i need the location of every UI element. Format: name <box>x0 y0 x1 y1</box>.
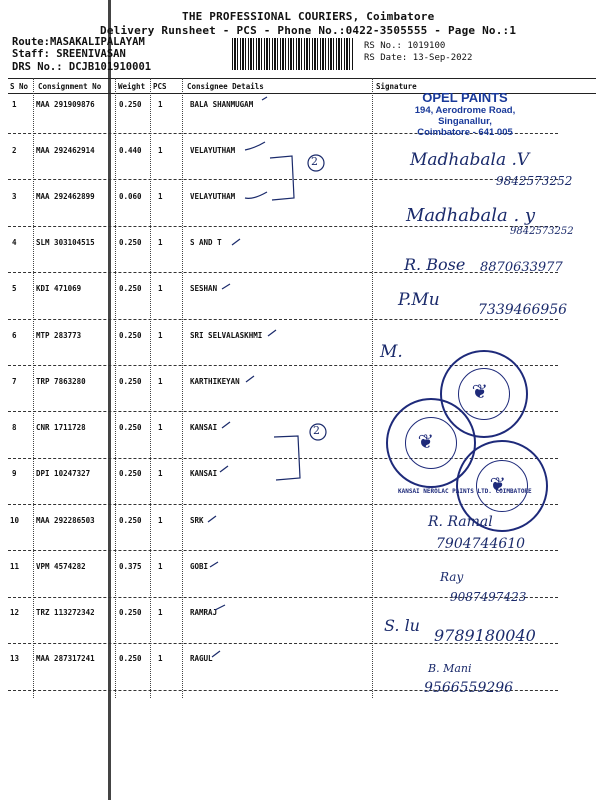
row-weight: 0.440 <box>119 146 142 155</box>
bracket-mark <box>274 436 300 480</box>
opel-addr2: Singanallur, <box>438 116 492 127</box>
staff-value: SREENIVASAN <box>56 48 126 60</box>
row-consignment: CNR 1711728 <box>36 423 86 432</box>
tick-mark <box>222 422 230 428</box>
row-weight: 0.250 <box>119 331 142 340</box>
row-sno: 7 <box>12 377 17 386</box>
drs-value: DCJB101910001 <box>68 61 152 73</box>
route-value: MASAKALIPALAYAM <box>49 36 145 48</box>
bracket-mark <box>270 156 294 200</box>
row-weight: 0.250 <box>119 377 142 386</box>
signature: B. Mani <box>428 662 472 675</box>
row-consignment: MAA 291909876 <box>36 100 95 109</box>
signature: Ray <box>440 570 464 584</box>
row-consignment: MAA 292462899 <box>36 192 95 201</box>
row-consignment: TRZ 113272342 <box>36 608 95 617</box>
row-consignee: RAMRAJ <box>190 608 218 617</box>
col-weight: Weight <box>118 82 146 91</box>
tick-mark <box>220 466 228 472</box>
row-sno: 11 <box>10 562 20 571</box>
signature: P.Mu <box>398 290 440 310</box>
row-weight: 0.060 <box>119 192 142 201</box>
col-signature: Signature <box>376 82 417 91</box>
phone-number: 9566559296 <box>424 680 514 696</box>
row-consignee: SESHAN <box>190 284 218 293</box>
row-consignment: MAA 292462914 <box>36 146 95 155</box>
row-consignee: KANSAI <box>190 469 218 478</box>
row-pcs: 1 <box>158 146 163 155</box>
row-pcs: 1 <box>158 423 163 432</box>
row-weight: 0.250 <box>119 423 142 432</box>
opel-addr1: 194, Aerodrome Road, <box>414 105 516 116</box>
row-sno: 5 <box>12 284 17 293</box>
row-consignment: VPM 4574282 <box>36 562 86 571</box>
row-consignee: RAGUL <box>190 654 213 663</box>
rs-date-value: 13-Sep-2022 <box>412 53 473 63</box>
row-consignee: KARTHIKEYAN <box>190 377 240 386</box>
row-consignee: GOBI <box>190 562 209 571</box>
row-pcs: 1 <box>158 192 163 201</box>
phone-number: 9842573252 <box>510 226 574 237</box>
row-consignee: VELAYUTHAM <box>190 146 236 155</box>
opel-addr3: Coimbatore - 641 005 <box>417 127 513 138</box>
row-consignment: KDI 471069 <box>36 284 82 293</box>
row-sno: 13 <box>10 654 20 663</box>
col-pcs: PCS <box>153 82 167 91</box>
row-pcs: 1 <box>158 100 163 109</box>
circle-2-label: 2 <box>313 424 320 437</box>
row-consignee: S AND T <box>190 238 222 247</box>
row-sno: 3 <box>12 192 17 201</box>
col-sno: S No <box>10 82 29 91</box>
phone-number: 9842573252 <box>496 174 573 188</box>
row-pcs: 1 <box>158 469 163 478</box>
row-pcs: 1 <box>158 331 163 340</box>
row-pcs: 1 <box>158 562 163 571</box>
row-pcs: 1 <box>158 654 163 663</box>
rs-no-value: 1019100 <box>407 41 446 51</box>
rs-no-label: RS No.: <box>364 41 402 51</box>
row-weight: 0.375 <box>119 562 142 571</box>
opel-paints-stamp <box>400 90 530 138</box>
runsheet-title: Delivery Runsheet - PCS - Phone No.:0422-3505555 - Page No.:1 <box>100 24 517 37</box>
row-consignee: KANSAI <box>190 423 218 432</box>
route-label: Route: <box>12 36 50 48</box>
row-consignment: DPI 10247327 <box>36 469 91 478</box>
tick-mark <box>210 562 218 567</box>
signature: R. Ramal <box>428 514 493 530</box>
signature: M. <box>380 342 403 362</box>
tick-mark <box>262 97 267 100</box>
row-sno: 12 <box>10 608 20 617</box>
phone-number: 7339466956 <box>478 302 568 318</box>
row-consignment: MAA 292286503 <box>36 516 95 525</box>
tick-mark <box>245 142 265 150</box>
row-pcs: 1 <box>158 516 163 525</box>
tick-mark <box>232 239 240 245</box>
circle-2-label: 2 <box>311 155 318 168</box>
phone-number: 9789180040 <box>434 626 536 645</box>
row-weight: 0.250 <box>119 654 142 663</box>
opel-name: OPEL PAINTS <box>422 90 508 105</box>
tick-mark <box>245 192 267 198</box>
tick-mark <box>222 284 230 289</box>
row-weight: 0.250 <box>119 238 142 247</box>
row-consignee: BALA SHANMUGAM <box>190 100 254 109</box>
row-pcs: 1 <box>158 238 163 247</box>
signature: S. lu <box>384 616 420 635</box>
phone-number: 9087497423 <box>450 590 527 604</box>
staff-label: Staff: <box>12 48 50 60</box>
drs-label: DRS No.: <box>12 61 63 73</box>
row-sno: 6 <box>12 331 17 340</box>
nerolac-logo-icon: ❦ <box>472 376 487 404</box>
tick-mark <box>268 330 276 336</box>
signature: Madhabala . y <box>406 205 536 226</box>
row-sno: 9 <box>12 469 17 478</box>
row-sno: 8 <box>12 423 17 432</box>
row-sno: 1 <box>12 100 17 109</box>
row-pcs: 1 <box>158 377 163 386</box>
company-title: THE PROFESSIONAL COURIERS, Coimbatore <box>182 10 435 23</box>
row-consignee: SRI SELVALASKHMI <box>190 331 263 340</box>
row-weight: 0.250 <box>119 608 142 617</box>
row-consignee: SRK <box>190 516 204 525</box>
phone-number: 7904744610 <box>436 536 526 552</box>
phone-number: 8870633977 <box>480 260 563 275</box>
row-sno: 4 <box>12 238 17 247</box>
row-weight: 0.250 <box>119 284 142 293</box>
rs-date-label: RS Date: <box>364 53 408 63</box>
nerolac-logo-icon: ❦ <box>490 469 505 497</box>
col-consignment: Consignment No <box>38 82 102 91</box>
row-sno: 10 <box>10 516 20 525</box>
signature: Madhabala .V <box>410 150 530 170</box>
row-consignment: TRP 7863280 <box>36 377 86 386</box>
row-pcs: 1 <box>158 284 163 293</box>
row-weight: 0.250 <box>119 516 142 525</box>
col-consignee: Consignee Details <box>187 82 264 91</box>
row-consignment: MTP 283773 <box>36 331 82 340</box>
tick-mark <box>208 516 216 522</box>
tick-mark <box>246 376 254 382</box>
row-weight: 0.250 <box>119 469 142 478</box>
nerolac-logo-icon: ❦ <box>418 426 433 454</box>
row-consignee: VELAYUTHAM <box>190 192 236 201</box>
tick-mark <box>215 605 225 610</box>
row-pcs: 1 <box>158 608 163 617</box>
row-sno: 2 <box>12 146 17 155</box>
row-consignment: SLM 303104515 <box>36 238 95 247</box>
signature: R. Bose <box>404 255 466 274</box>
nerolac-stamp-text: KANSAI NEROLAC PAINTS LTD. COIMBATORE <box>398 488 532 495</box>
row-weight: 0.250 <box>119 100 142 109</box>
tick-mark <box>212 651 220 657</box>
row-consignment: MAA 287317241 <box>36 654 95 663</box>
